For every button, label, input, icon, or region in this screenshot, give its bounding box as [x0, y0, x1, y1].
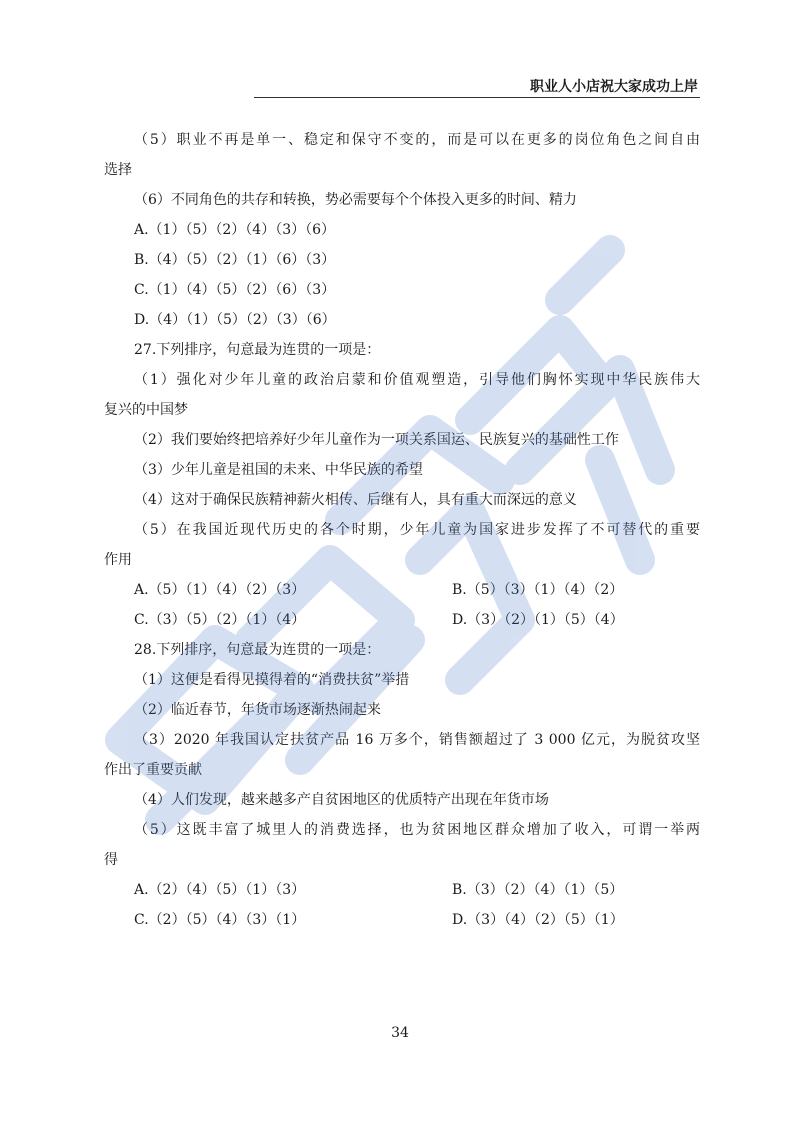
q27-stem: 27.下列排序，句意最为连贯的一项是： — [134, 342, 381, 358]
q28-sentence-2: （2）临近春节，年货市场逐渐热闹起来 — [134, 702, 381, 718]
q27-sentence-1-line-1: （1）强化对少年儿童的政治启蒙和价值观塑造，引导他们胸怀实现中华民族伟大 — [134, 372, 700, 388]
q28-stem: 28.下列排序，句意最为连贯的一项是： — [134, 642, 381, 658]
q27-sentence-2: （2）我们要始终把培养好少年儿童作为一项关系国运、民族复兴的基础性工作 — [134, 432, 619, 448]
q26-option-d: D.（4）（1）（5）（2）（3）（6） — [134, 312, 336, 328]
q28-sentence-3-line-1: （3）2020 年我国认定扶贫产品 16 万多个，销售额超过了 3 000 亿元，为脱贫攻坚 — [134, 732, 700, 748]
q27-option-a: A.（5）（1）（4）（2）（3） — [134, 582, 306, 598]
q27-option-c: C.（3）（5）（2）（1）（4） — [134, 612, 306, 628]
page-number: 34 — [391, 1025, 409, 1041]
q28-options-row-2 — [134, 910, 700, 930]
q28-option-a: A.（2）（4）（5）（1）（3） — [134, 882, 306, 898]
q26-option-c: C.（1）（4）（5）（2）（6）（3） — [134, 282, 336, 298]
q27-sentence-1-line-2: 复兴的中国梦 — [104, 402, 188, 418]
q26-sentence-5-line-2: 选择 — [104, 162, 132, 178]
header-title: 职业人小店祝大家成功上岸 — [530, 79, 698, 95]
q26-option-a: A.（1）（5）（2）（4）（3）（6） — [134, 222, 336, 238]
q28-option-c: C.（2）（5）（4）（3）（1） — [134, 912, 306, 928]
q28-sentence-4: （4）人们发现，越来越多产自贫困地区的优质特产出现在年货市场 — [134, 792, 549, 808]
q28-option-b: B.（3）（2）（4）（1）（5） — [452, 882, 624, 898]
q27-sentence-5-line-1: （5）在我国近现代历史的各个时期，少年儿童为国家进步发挥了不可替代的重要 — [134, 522, 700, 538]
q26-sentence-5-line-1: （5）职业不再是单一、稳定和保守不变的，而是可以在更多的岗位角色之间自由 — [134, 132, 700, 148]
q26-sentence-6: （6）不同角色的共存和转换，势必需要每个个体投入更多的时间、精力 — [134, 192, 577, 208]
q27-options-row-2 — [134, 610, 700, 630]
q28-sentence-3-line-2: 作出了重要贡献 — [104, 762, 202, 778]
q27-option-b: B.（5）（3）（1）（4）（2） — [452, 582, 624, 598]
q28-options-row-1 — [134, 880, 700, 900]
q27-sentence-5-line-2: 作用 — [104, 552, 132, 568]
q27-option-d: D.（3）（2）（1）（5）（4） — [452, 612, 624, 628]
q28-option-d: D.（3）（4）（2）（5）（1） — [452, 912, 624, 928]
q27-options-row-1 — [134, 580, 700, 600]
q27-sentence-3: （3）少年儿童是祖国的未来、中华民族的希望 — [134, 462, 423, 478]
q26-option-b: B.（4）（5）（2）（1）（6）（3） — [134, 252, 336, 268]
q28-sentence-5-line-2: 得 — [104, 852, 118, 868]
q28-sentence-5-line-1: （5）这既丰富了城里人的消费选择，也为贫困地区群众增加了收入，可谓一举两 — [134, 822, 700, 838]
q27-sentence-4: （4）这对于确保民族精神薪火相传、后继有人，具有重大而深远的意义 — [134, 492, 577, 508]
q28-sentence-1: （1）这便是看得见摸得着的“消费扶贫”举措 — [134, 672, 410, 688]
header-rule — [254, 97, 700, 98]
